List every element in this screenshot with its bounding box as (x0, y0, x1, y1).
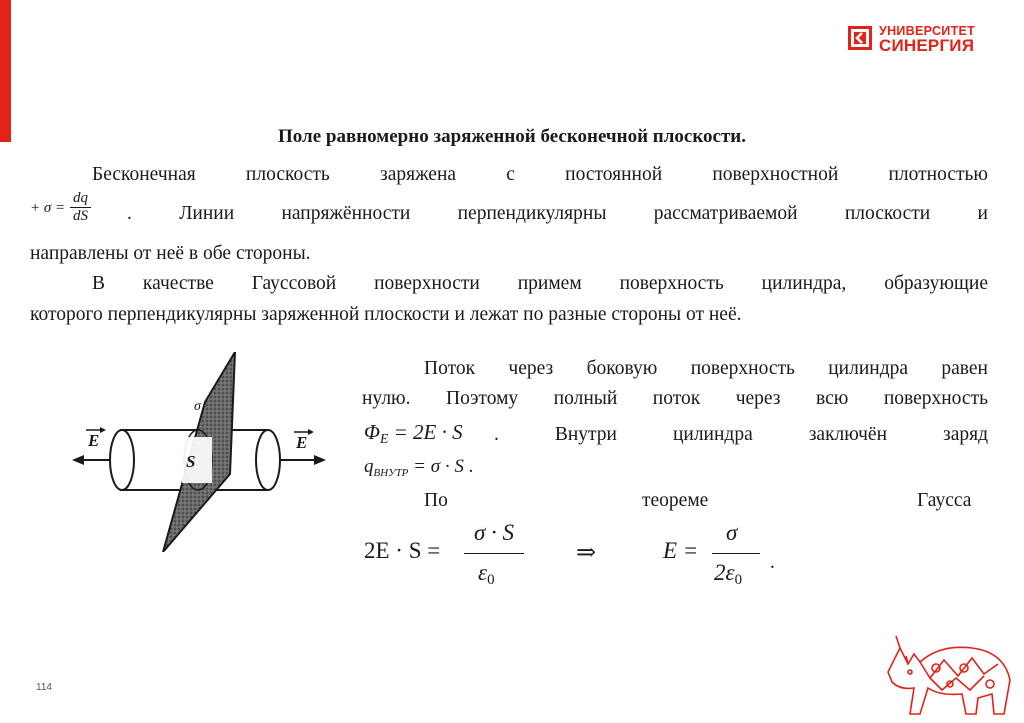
phi-formula (364, 420, 463, 447)
equation-den2 (714, 560, 742, 589)
implies-arrow: ⇒ (576, 540, 597, 566)
phi-symbol: Φ (364, 420, 380, 444)
epsilon-2: 2ε (714, 560, 735, 585)
logo-line2: СИНЕРГИЯ (879, 36, 975, 55)
label-sigma: σ (194, 399, 201, 414)
q-subscript: ВНУТР (373, 467, 409, 479)
label-e-left: E (88, 431, 100, 450)
paragraph1-line3: направлены от неё в обе стороны. (30, 243, 311, 264)
page-title: Поле равномерно заряженной бесконечной плоскости. (278, 126, 746, 147)
equation-num1: σ · S (473, 520, 515, 545)
fraction-bar-1 (464, 553, 524, 554)
paragraph2-line2: которого перпендикулярны заряженной плоскости и лежат по разные стороны от неё. (30, 304, 742, 325)
sigma-fraction-den: dS (73, 208, 89, 224)
logo-line1: УНИВЕРСИТЕТ (879, 24, 976, 38)
paragraph1-line2: . Линии напряжённости перпендикулярны рассматриваемой плоскости и (127, 203, 988, 224)
sigma-fraction-num: dq (70, 190, 91, 208)
sigma-formula (30, 190, 91, 225)
epsilon-2-sub: 0 (734, 572, 743, 588)
equation-lhs: 2E · S = (364, 538, 441, 563)
phi-subscript: E (380, 431, 389, 446)
label-s: S (186, 452, 196, 471)
accent-bar (0, 0, 11, 142)
epsilon-1: ε (478, 560, 488, 585)
q-end: . (468, 456, 474, 477)
epsilon-1-sub: 0 (487, 572, 495, 588)
q-symbol: q (364, 456, 374, 477)
page-number: 114 (36, 682, 52, 693)
flux-line2: нулю. Поэтому полный поток через всю поверхность (362, 388, 988, 409)
gauss-word-2: теореме (642, 490, 709, 511)
equation-end: . (770, 552, 775, 573)
paragraph1-line1: Бесконечная плоскость заряжена с постоянной поверхностной плотностью (92, 164, 988, 185)
sigma-fraction (70, 190, 91, 225)
rhino-mascot-icon (880, 628, 1020, 718)
q-rhs: = σ · S (413, 456, 464, 477)
gauss-word-3: Гаусса (917, 490, 972, 511)
equation-lhs2: E = (663, 538, 699, 563)
fraction-bar-2 (712, 553, 760, 554)
flux-line1: Поток через боковую поверхность цилиндра равен (424, 358, 988, 379)
sigma-formula-prefix: + σ = (30, 199, 66, 216)
equation-num2: σ (726, 520, 738, 545)
q-formula (364, 456, 473, 479)
logo-mark-icon (848, 26, 872, 50)
university-logo (848, 22, 998, 56)
gauss-word-1: По (424, 490, 448, 511)
label-e-right: E (296, 433, 308, 452)
cylinder-plane-figure (70, 352, 340, 552)
phi-rhs: = 2E · S (393, 420, 463, 444)
flux-line3: . Внутри цилиндра заключён заряд (494, 424, 988, 445)
paragraph2-line1: В качестве Гауссовой поверхности примем поверхность цилиндра, образующие (92, 273, 988, 294)
equation-den1 (478, 560, 495, 589)
